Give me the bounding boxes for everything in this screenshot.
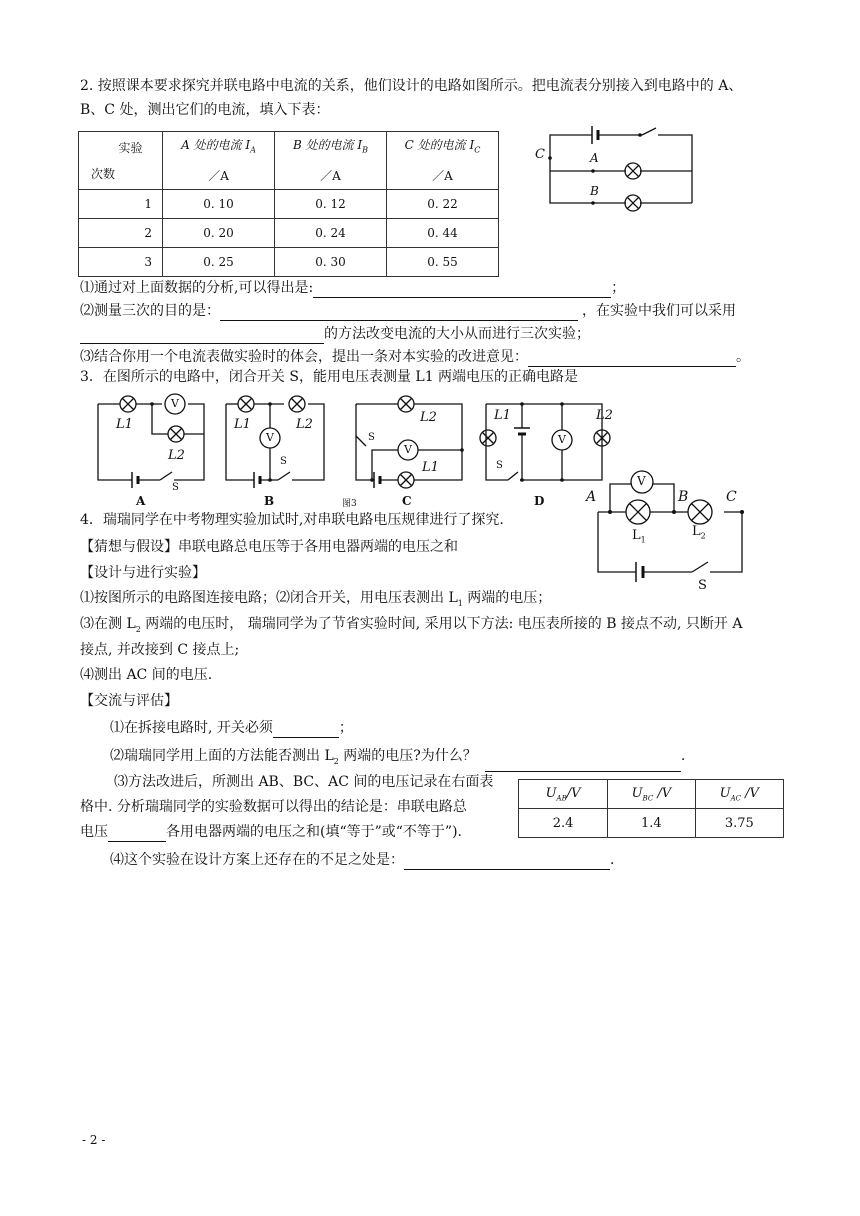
q4-e2-sub: 2 bbox=[333, 756, 339, 766]
table-cell: 0. 12 bbox=[275, 190, 387, 219]
q4-e3-text-d: 各用电器两端的电压之和(填“等于”或“不等于”). bbox=[166, 824, 463, 840]
q4-e1 bbox=[110, 718, 353, 738]
q3-option-b-label: B bbox=[264, 494, 275, 508]
q4-fig-switch-label: S bbox=[698, 578, 707, 593]
q3-d-voltmeter-label: V bbox=[558, 433, 566, 446]
q4-step1-sub: 1 bbox=[457, 598, 463, 608]
q2-current-table bbox=[78, 131, 499, 277]
q4-e3-line1: ⑶方法改进后，所测出 AB、BC、AC 间的电压记录在右面表 bbox=[114, 774, 494, 790]
table-cell: 0. 10 bbox=[163, 190, 275, 219]
q4-e1-text: ⑴在拆接电路时, 开关必须 bbox=[110, 720, 273, 736]
q2-intro-line2: B、C 处，测出它们的电流，填入下表： bbox=[80, 102, 330, 118]
q3-b-l1-label: L1 bbox=[234, 417, 251, 432]
table-cell: 0. 20 bbox=[163, 219, 275, 248]
q4-fig-l2-sub: 2 bbox=[700, 531, 706, 541]
q4-step1-end: 两端的电压； bbox=[462, 590, 552, 606]
table-cell: 0. 25 bbox=[163, 248, 275, 277]
q4-fig-voltmeter-label: V bbox=[637, 474, 646, 488]
q2-header-c bbox=[387, 132, 499, 190]
q2-header-b-sub: B bbox=[362, 145, 369, 155]
q2-p1 bbox=[80, 278, 625, 298]
q4-intro: 4．瑞瑞同学在中考物理实验加试时,对串联电路电压规律进行了探究. bbox=[80, 512, 504, 528]
q2-header-trial bbox=[79, 132, 163, 190]
q4-step3-text-b: 两端的电压时， 瑞瑞同学为了节省实验时间, 采用以下方法: 电压表所接的 B 接点不动, 只断开 A bbox=[140, 616, 743, 632]
q2-p1-text: ⑴通过对上面数据的分析,可以得出是: bbox=[80, 280, 314, 296]
q4-header-uac-unit: /V bbox=[741, 785, 759, 801]
table-cell: 0. 44 bbox=[387, 219, 499, 248]
table-cell: 2 bbox=[79, 219, 163, 248]
q2-header-c-unit: ／A bbox=[432, 169, 453, 184]
q4-e2-answer-blank[interactable] bbox=[485, 771, 681, 772]
q2-header-b-text: B 处的电流 I bbox=[292, 138, 363, 152]
q4-e2 bbox=[110, 746, 685, 772]
table-row bbox=[79, 219, 499, 248]
q3-c-l2-label: L2 bbox=[420, 410, 437, 425]
q2-header-trial-2: 次数 bbox=[91, 166, 116, 181]
q3-c-l1-label: L1 bbox=[422, 460, 439, 475]
table-cell: 0. 30 bbox=[275, 248, 387, 277]
q2-p1-answer-blank[interactable] bbox=[313, 297, 611, 298]
q2-fig-label-a: A bbox=[590, 151, 599, 165]
q4-hypothesis: 【猜想与假设】串联电路总电压等于各用电器两端的电压之和 bbox=[80, 539, 458, 555]
q4-design-heading: 【设计与进行实验】 bbox=[80, 565, 206, 581]
q2-header-c-sub: C bbox=[474, 145, 481, 155]
q4-e3-line2: 格中. 分析瑞瑞同学的实验数据可以得出的结论是：串联电路总 bbox=[80, 799, 467, 815]
q4-header-ubc-u: U bbox=[631, 785, 643, 801]
table-cell: 1.4 bbox=[608, 809, 696, 838]
q4-step3 bbox=[80, 614, 742, 640]
table-cell: 0. 55 bbox=[387, 248, 499, 277]
table-cell: 3.75 bbox=[695, 809, 783, 838]
q4-fig-l1-text: L bbox=[632, 528, 641, 543]
q3-figure-caption: 图3 bbox=[342, 499, 357, 509]
q2-p2-method-blank[interactable] bbox=[80, 343, 324, 344]
q2-header-a bbox=[163, 132, 275, 190]
q4-fig-label-l1 bbox=[632, 528, 646, 545]
q3-option-d-label: D bbox=[534, 494, 545, 508]
q3-d-switch-label: S bbox=[496, 460, 503, 471]
q4-header-uab-sub: AB bbox=[556, 794, 567, 803]
q4-e2-text-b: 两端的电压?为什么？ bbox=[338, 748, 477, 764]
q4-fig-label-a: A bbox=[586, 489, 597, 505]
q3-question: 3．在图所示的电路中，闭合开关 S，能用电压表测量 L1 两端电压的正确电路是 bbox=[80, 369, 579, 385]
q3-d-l1-label: L1 bbox=[494, 408, 511, 423]
q4-e2-end: . bbox=[680, 748, 686, 764]
table-row bbox=[519, 809, 784, 838]
table-cell: 0. 22 bbox=[387, 190, 499, 219]
q2-header-a-unit: ／A bbox=[208, 169, 229, 184]
q4-e3-line3 bbox=[80, 822, 462, 842]
q2-p2-text-c: 的方法改变电流的大小从而进行三次实验； bbox=[324, 326, 590, 342]
q2-header-a-sub: A bbox=[250, 145, 256, 155]
q4-e3-text-c: 电压 bbox=[80, 824, 108, 840]
q4-e2-text-a: ⑵瑞瑞同学用上面的方法能否测出 L bbox=[110, 748, 334, 764]
q4-e1-answer-blank[interactable] bbox=[273, 737, 339, 738]
q4-fig-label-b: B bbox=[678, 489, 689, 505]
q4-fig-label-l2 bbox=[692, 524, 706, 541]
q4-step1-2 bbox=[80, 588, 551, 614]
q3-b-l2-label: L2 bbox=[296, 417, 313, 432]
q2-header-b bbox=[275, 132, 387, 190]
q4-header-uac-sub: AC bbox=[730, 794, 742, 803]
q4-step3-cont: 接点, 并改接到 C 接点上; bbox=[80, 642, 240, 658]
q4-header-ubc-sub: BC bbox=[642, 794, 654, 803]
q3-option-a-label: A bbox=[136, 494, 146, 508]
table-cell: 3 bbox=[79, 248, 163, 277]
q2-p2 bbox=[80, 301, 736, 321]
q4-header-uac bbox=[695, 780, 783, 809]
q2-header-a-text: A 处的电流 I bbox=[181, 138, 251, 152]
q4-series-circuit-figure bbox=[580, 462, 760, 592]
q2-header-trial-1: 实验 bbox=[118, 140, 143, 155]
q4-header-ubc-unit: /V bbox=[653, 785, 672, 801]
q3-d-l2-label: L2 bbox=[596, 408, 613, 423]
q2-fig-label-c: C bbox=[535, 147, 545, 162]
q4-step1-text: ⑴按图所示的电路图连接电路；⑵闭合开关，用电压表测出 L bbox=[80, 590, 458, 606]
q2-p2-cont bbox=[80, 324, 590, 344]
q4-header-uab-unit: /V bbox=[566, 785, 581, 801]
table-cell: 0. 24 bbox=[275, 219, 387, 248]
q4-header-uab-u: U bbox=[545, 785, 557, 801]
q3-a-switch-label: S bbox=[172, 482, 179, 493]
q2-p3-end: 。 bbox=[736, 349, 750, 365]
q2-p2-text-b: ，在实验中我们可以采用 bbox=[582, 303, 736, 319]
table-row bbox=[79, 248, 499, 277]
q3-a-l2-label: L2 bbox=[168, 448, 185, 463]
q3-option-c-label: C bbox=[402, 494, 412, 508]
q4-e4-end: . bbox=[610, 852, 615, 868]
q3-a-l1-label: L1 bbox=[116, 417, 133, 432]
q4-e1-end: ； bbox=[338, 720, 353, 736]
q4-fig-l2-text: L bbox=[692, 524, 701, 539]
q3-b-switch-label: S bbox=[280, 456, 287, 467]
q2-p1-end: ； bbox=[611, 280, 626, 296]
q3-circuit-options-figure bbox=[92, 388, 612, 510]
table-cell: 2.4 bbox=[519, 809, 608, 838]
q2-header-c-text: C 处的电流 I bbox=[404, 138, 475, 152]
q4-step3-text-a: ⑶在测 L bbox=[80, 616, 136, 632]
q2-p3 bbox=[80, 347, 750, 367]
q2-p3-text: ⑶结合你用一个电流表做实验时的体会，提出一条对本实验的改进意见： bbox=[80, 349, 528, 365]
q2-p2-answer-blank[interactable] bbox=[220, 320, 578, 321]
table-row bbox=[79, 190, 499, 219]
q4-eval-heading: 【交流与评估】 bbox=[80, 693, 178, 709]
q2-fig-label-b: B bbox=[590, 184, 599, 198]
q2-p2-text: ⑵测量三次的目的是： bbox=[80, 303, 220, 319]
q3-c-voltmeter-label: V bbox=[404, 443, 412, 456]
q2-parallel-circuit-figure bbox=[530, 118, 710, 218]
q4-e4 bbox=[110, 850, 614, 870]
q4-e4-text: ⑷这个实验在设计方案上还存在的不足之处是： bbox=[110, 852, 404, 868]
q2-header-b-unit: ／A bbox=[320, 169, 341, 184]
q4-e3-answer-blank[interactable] bbox=[108, 841, 166, 842]
q4-step4: ⑷测出 AC 间的电压. bbox=[80, 667, 213, 683]
q4-step3-sub: 2 bbox=[135, 624, 141, 634]
page-number: - 2 - bbox=[82, 1133, 106, 1147]
q3-a-voltmeter-label: V bbox=[171, 397, 179, 410]
q2-intro-line1: 2. 按照课本要求探究并联电路中电流的关系，他们设计的电路如图所示。把电流表分别接入到电路中的 A、 bbox=[80, 78, 743, 94]
q4-header-uab bbox=[519, 780, 608, 809]
q4-header-ubc bbox=[608, 780, 696, 809]
q4-fig-l1-sub: 1 bbox=[640, 535, 646, 545]
q4-voltage-table bbox=[518, 779, 784, 838]
q4-header-uac-u: U bbox=[719, 785, 731, 801]
q4-e4-answer-blank[interactable] bbox=[404, 869, 610, 870]
q4-fig-label-c: C bbox=[726, 489, 737, 505]
q3-b-voltmeter-label: V bbox=[266, 431, 274, 444]
q3-c-switch-label: S bbox=[368, 432, 375, 443]
table-cell: 1 bbox=[79, 190, 163, 219]
